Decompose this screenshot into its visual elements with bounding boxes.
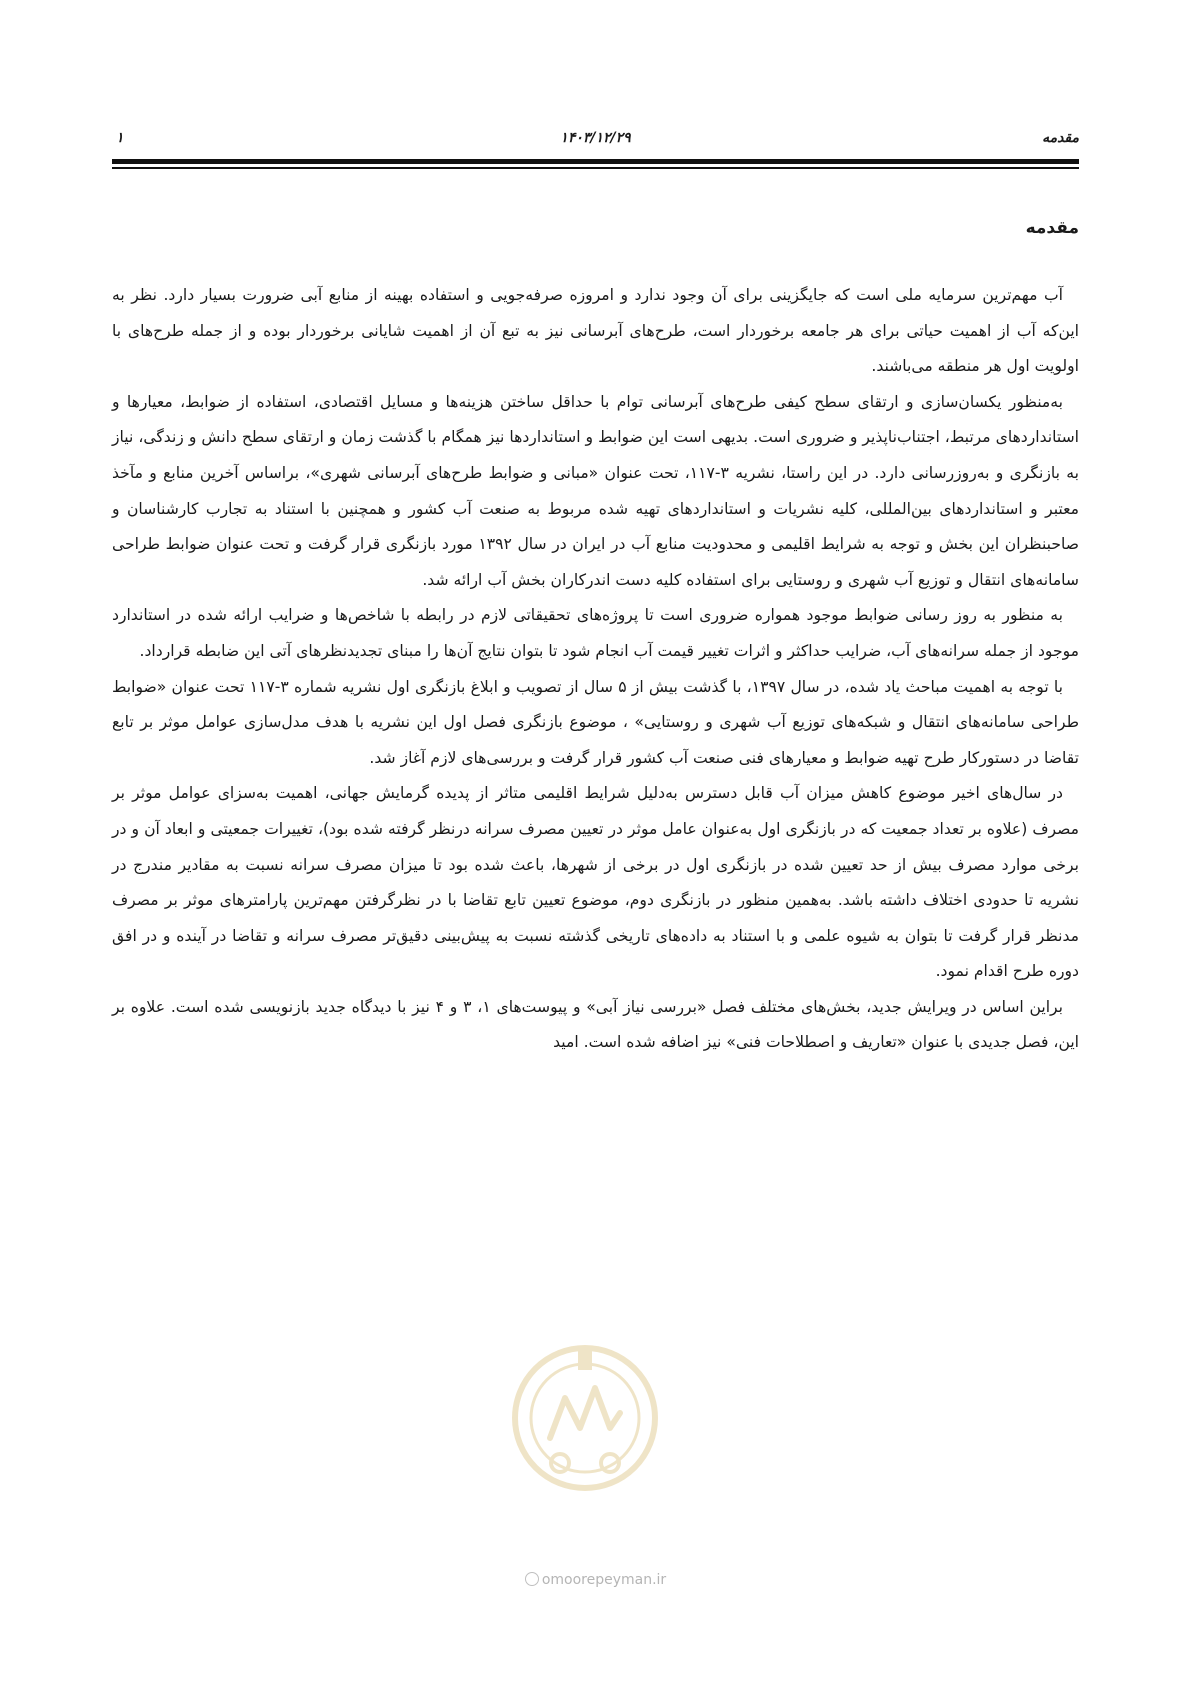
paragraph: به‌منظور یکسان‌سازی و ارتقای سطح کیفی طرح‌های آبرسانی توام با حداقل ساختن هزینه‌ها و مسایل اقتصادی، استفاده از ضوابط، معیارها و استانداردهای مرتبط، اجتناب‌ناپذیر و ضروری است. بدیهی است این ضوابط و استانداردها نیز همگام با گذشت زمان و ارتقای سطح دانش و زندگی، نیاز به بازنگری و به‌روزرسانی دارد. در این راستا، نشریه ۳-۱۱۷، تحت عنوان «مبانی و ضوابط طرح‌های آبرسانی شهری»، براساس آخرین منابع و مآخذ معتبر و استانداردهای بین‌المللی، کلیه نشریات و استانداردهای تهیه شده مربوط به صنعت آب کشور و همچنین با استناد به تجارب کارشناسان و صاحبنظران این بخش و توجه به شرایط اقلیمی و محدودیت منابع آب در ایران در سال ۱۳۹۲ مورد بازنگری قرار گرفت و تحت عنوان ضوابط طراحی سامانه‌های انتقال و توزیع آب شهری و روستایی برای استفاده کلیه دست اندرکاران بخش آب ارائه شد. (112, 392, 1079, 589)
paragraph: در سال‌های اخیر موضوع کاهش میزان آب قابل دسترس به‌دلیل شرایط اقلیمی متاثر از پدیده گرمایش جهانی، اهمیت به‌سزای عوامل موثر بر مصرف (علاوه بر تعداد جمعیت که در بازنگری اول به‌عنوان عامل موثر در تعیین مصرف سرانه درنظر گرفته شده بود)، تغییرات جمعیتی و ابعاد آن و در برخی موارد مصرف بیش از حد تعیین شده در بازنگری اول در برخی از شهرها، باعث شده بود تا میزان مصرف سرانه نسبت به مقادیر مندرج در نشریه تا حدودی اختلاف داشته باشد. به‌همین منظور در بازنگری دوم، موضوع تعیین تابع تقاضا با در نظرگرفتن مهم‌ترین پارامترهای موثر بر مصرف مدنظر قرار گرفت تا بتوان به شیوه علمی و با استناد به داده‌های تاریخی گذشته نسبت به پیش‌بینی دقیق‌تر مصرف سرانه و تقاضا در آینده و در افق دوره طرح اقدام نمود. (112, 784, 1079, 981)
watermark-logo (480, 1318, 690, 1518)
header-title: مقدمه (1042, 130, 1079, 146)
paragraph: براین اساس در ویرایش جدید، بخش‌های مختلف فصل «بررسی نیاز آبی» و پیوست‌های ۱، ۳ و ۴ نیز با دیدگاه جدید بازنویسی شده است. علاوه بر این، فصل جدیدی با عنوان «تعاریف و اصطلاحات فنی» نیز اضافه شده است. امید (112, 997, 1079, 1052)
paragraph: با توجه به اهمیت مباحث یاد شده، در سال ۱۳۹۷، با گذشت بیش از ۵ سال از تصویب و ابلاغ بازنگری اول نشریه شماره ۳-۱۱۷ تحت عنوان «ضوابط طراحی سامانه‌های انتقال و شبکه‌های توزیع آب شهری و روستایی» ، موضوع بازنگری فصل اول این نشریه با هدف مدل‌سازی عوامل موثر بر تابع تقاضا در دستورکار طرح تهیه ضوابط و معیارهای فنی صنعت آب کشور قرار گرفت و بررسی‌های لازم آغاز شد. (112, 677, 1079, 767)
header-date: ۱۴۰۳/۱۲/۲۹ (560, 130, 631, 146)
paragraph: به منظور به روز رسانی ضوابط موجود همواره ضروری است تا پروژه‌های تحقیقاتی لازم در رابطه با شاخص‌ها و ضرایب ارائه شده در استاندارد موجود از جمله سرانه‌های آب، ضرایب حداکثر و اثرات تغییر قیمت آب انجام شود تا بتوان نتایج آن‌ها را مبنای تجدیدنظرهای آتی این ضابطه قرارداد. (112, 606, 1079, 660)
section-title: مقدمه (1025, 218, 1079, 238)
running-header (112, 130, 1079, 152)
watermark-url (0, 1572, 1191, 1588)
at-icon (525, 1572, 539, 1586)
header-rule-thick (112, 159, 1079, 164)
paragraph: آب مهم‌ترین سرمایه ملی است که جایگزینی برای آن وجود ندارد و امروزه صرفه‌جویی و استفاده بهینه از منابع آبی ضرورت بسیار دارد. نظر به این‌که آب از اهمیت حیاتی برای هر جامعه برخوردار است، طرح‌های آبرسانی نیز به تبع آن از اهمیت شایانی برخوردار بوده و از جمله طرح‌های با اولویت اول هر منطقه می‌باشند. (112, 286, 1079, 376)
page-number: ۱ (116, 130, 124, 146)
watermark-url-text: omoorepeyman.ir (541, 1572, 667, 1588)
header-rule-thin (112, 167, 1079, 169)
body-text (112, 278, 1079, 1061)
